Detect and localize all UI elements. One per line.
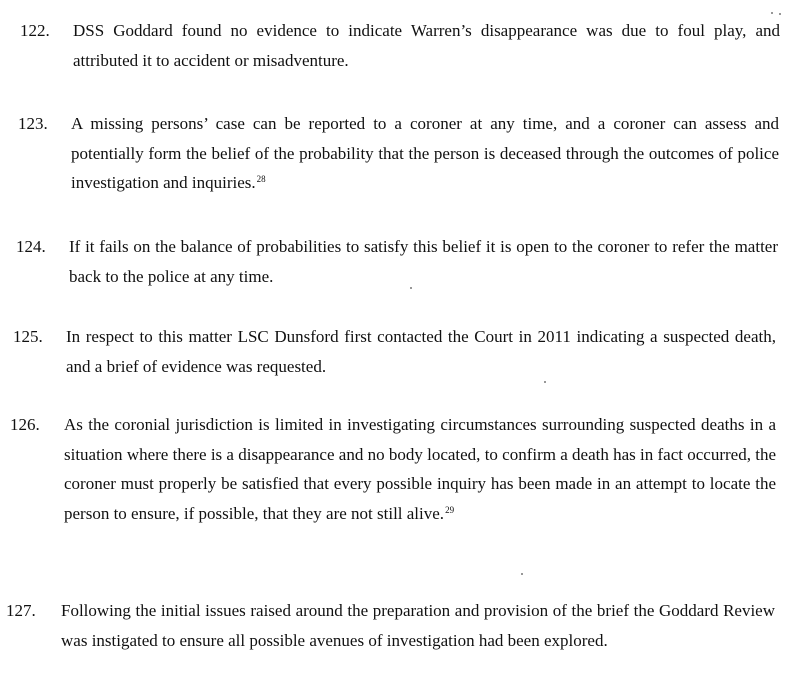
scan-speck	[779, 13, 781, 15]
paragraph-number: 127.	[6, 601, 36, 620]
scan-speck	[521, 573, 523, 575]
paragraph-text	[69, 232, 778, 291]
scan-speck	[410, 287, 412, 289]
paragraph-text	[66, 322, 776, 381]
paragraph-number: 123.	[18, 114, 48, 133]
paragraph-number: 124.	[16, 237, 46, 256]
scan-speck	[544, 381, 546, 383]
footnote-marker: 29	[445, 504, 455, 515]
paragraph-text	[73, 16, 780, 75]
paragraph-text-content: If it fails on the balance of probabilities to satisfy this belief it is open to the coroner to refer the matter back to the police at any time.	[69, 237, 778, 286]
paragraph-number: 122.	[20, 21, 50, 40]
paragraph-text-content: As the coronial jurisdiction is limited in investigating circumstances surrounding suspected deaths in a situation where there is a disappearance and no body located, to confirm a death has in fact occurred, the coroner must properly be satisfied that every possible inquiry has been made in an attempt to locate the person to ensure, if possible, that they are not still alive.	[64, 415, 776, 523]
paragraph-text-content: Following the initial issues raised around the preparation and provision of the brief the Goddard Review was instigated to ensure all possible avenues of investigation had been explored.	[61, 601, 775, 650]
paragraph-number: 125.	[13, 327, 43, 346]
scan-speck	[771, 12, 773, 14]
paragraph-number: 126.	[10, 415, 40, 434]
paragraph-text	[64, 410, 776, 528]
paragraph-text-content: DSS Goddard found no evidence to indicate Warren’s disappearance was due to foul play, and attributed it to accident or misadventure.	[73, 21, 780, 70]
paragraph-text	[71, 109, 779, 198]
paragraph-text-content: A missing persons’ case can be reported to a coroner at any time, and a coroner can assess and potentially form the belief of the probability that the person is deceased through the outcomes of police investigation and inquiries.	[71, 114, 779, 192]
footnote-marker: 28	[256, 174, 266, 184]
paragraph-text-content: In respect to this matter LSC Dunsford first contacted the Court in 2011 indicating a suspected death, and a brief of evidence was requested.	[66, 327, 776, 376]
paragraph-text	[61, 596, 775, 655]
